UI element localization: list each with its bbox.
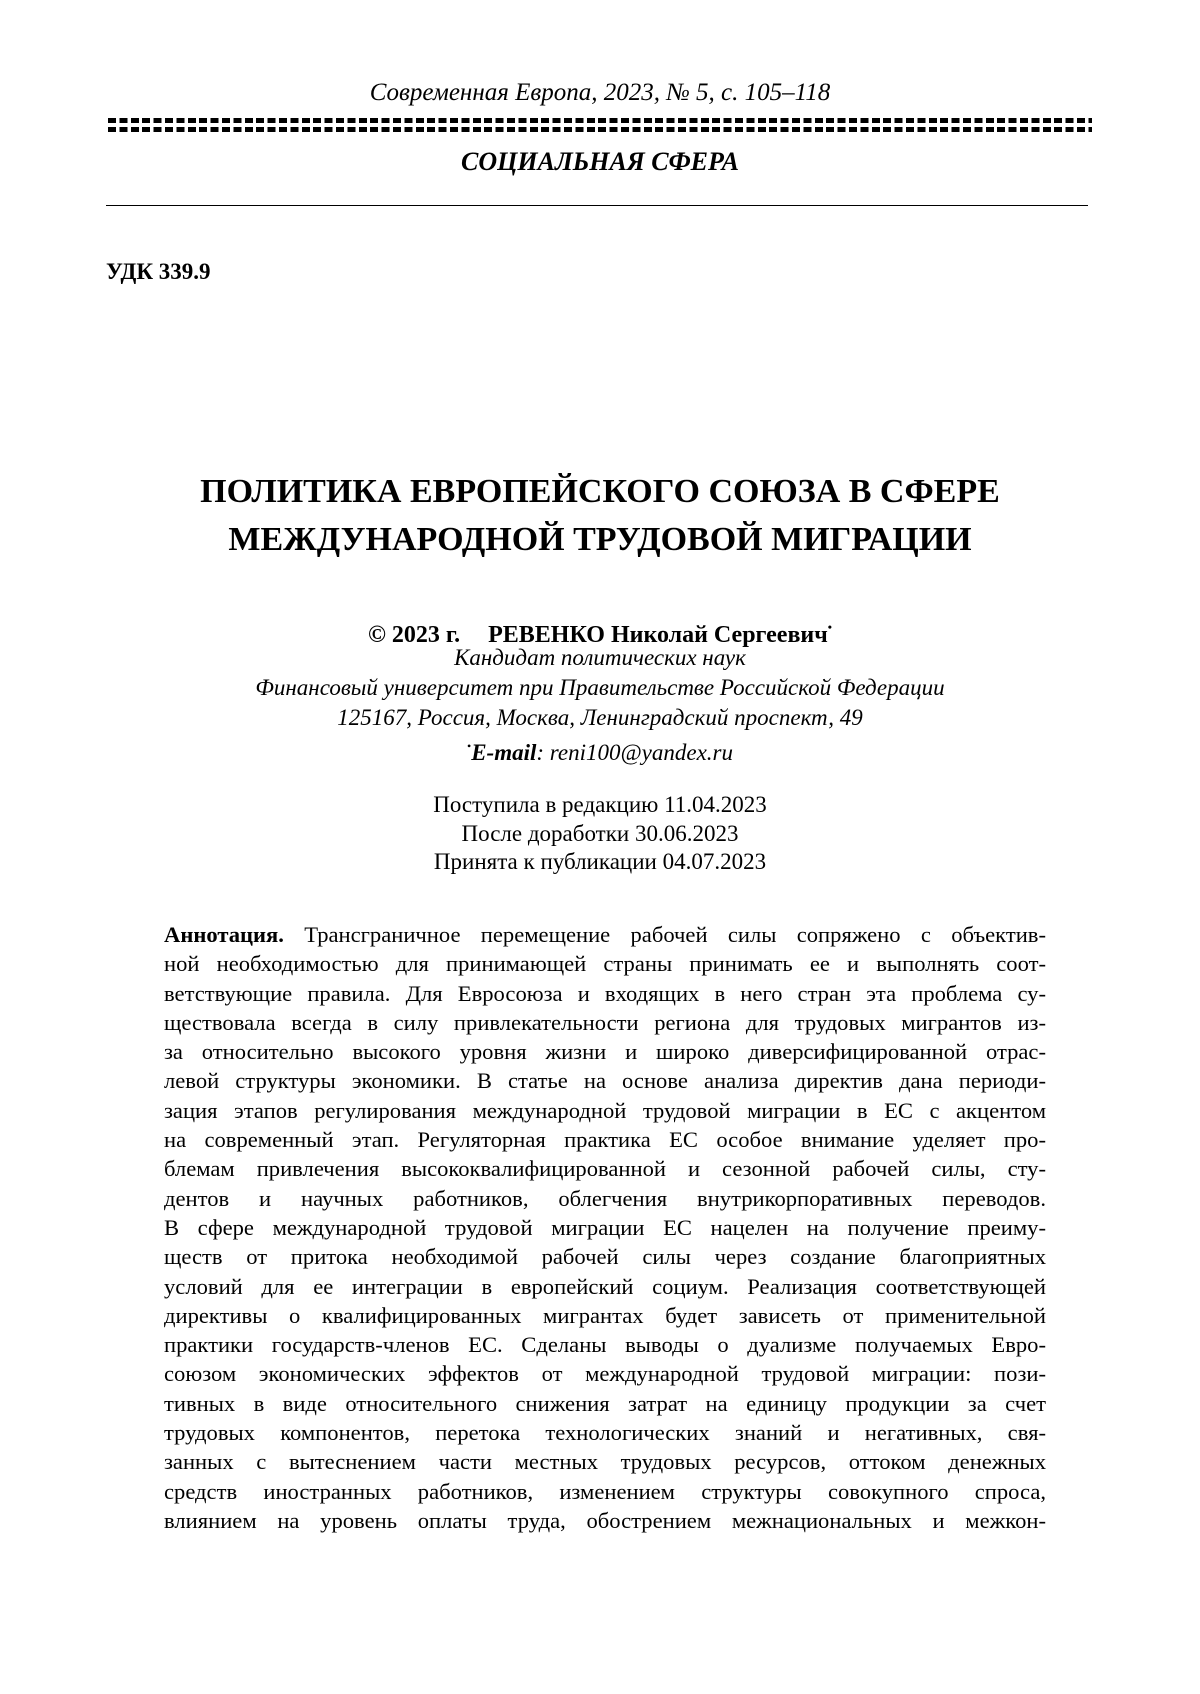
section-rule [106, 205, 1088, 206]
email-footnote-marker: • [467, 739, 472, 753]
abstract-line: на современный этап. Регуляторная практика ЕС особое внимание уделяет про- [164, 1127, 1046, 1153]
date-revised: После доработки 30.06.2023 [461, 820, 739, 846]
date-accepted: Принята к публикации 04.07.2023 [433, 849, 767, 874]
abstract-line: трудовых компонентов, перетока технологических знаний и негативных, свя- [164, 1420, 1046, 1446]
abstract-line: ной необходимостью для принимающей страны принимать ее и выполнять соот- [164, 951, 1046, 977]
abstract-line: блемам привлечения высококвалифицированной и сезонной рабочей силы, сту- [164, 1156, 1046, 1182]
abstract-line: В сфере международной трудовой миграции ЕС нацелен на получение преиму- [164, 1214, 1046, 1240]
author-degree: Кандидат политических наук [454, 645, 746, 670]
section-title: СОЦИАЛЬНАЯ СФЕРА [461, 147, 739, 176]
date-received: Поступила в редакцию 11.04.2023 [433, 792, 767, 817]
publication-dates [0, 791, 1200, 877]
journal-citation: Современная Европа, 2023, № 5, с. 105–118 [369, 79, 831, 106]
author-affiliation [0, 643, 1200, 733]
abstract-line: за относительно высокого уровня жизни и широко диверсифицированной отрас- [164, 1039, 1046, 1065]
abstract-line: тивных в виде относительного снижения затрат на единицу продукции за счет [164, 1390, 1046, 1416]
abstract-line: дентов и научных работников, облегчения внутрикорпоративных переводов. [164, 1185, 1046, 1211]
author-name: РЕВЕНКО Николай Сергеевич [488, 622, 828, 648]
abstract-line: влиянием на уровень оплаты труда, обострением межнациональных и межкон- [164, 1507, 1046, 1533]
abstract-line: зация этапов регулирования международной трудовой миграции в ЕС с акцентом [164, 1097, 1046, 1123]
email-label: E-mail [471, 740, 537, 765]
author-address: 125167, Россия, Москва, Ленинградский проспект, 49 [337, 705, 863, 730]
abstract-label: Аннотация. [164, 922, 284, 947]
abstract-line: левой структуры экономики. В статье на основе анализа директив дана периоди- [164, 1068, 1046, 1094]
abstract-line: ществовала всегда в силу привлекательности региона для трудовых мигрантов из- [164, 1009, 1046, 1035]
abstract-line: директивы о квалифицированных мигрантах будет зависеть от применительной [164, 1302, 1046, 1328]
abstract-line: Аннотация. Трансграничное перемещение рабочей силы сопряжено с объектив- [164, 922, 1046, 947]
abstract [164, 920, 1046, 1535]
copyright-year: © 2023 г. [368, 622, 461, 648]
abstract-line: ществ от притока необходимой рабочей силы через создание благоприятных [164, 1244, 1046, 1270]
article-title-line-1: ПОЛИТИКА ЕВРОПЕЙСКОГО СОЮЗА В СФЕРЕ [200, 473, 1000, 510]
email-address[interactable]: reni100@yandex.ru [549, 740, 733, 765]
author-footnote-marker: • [827, 620, 832, 634]
abstract-line: занных с вытеснением части местных трудовых ресурсов, оттоком денежных [164, 1449, 1046, 1475]
abstract-line: практики государств-членов ЕС. Сделаны выводы о дуализме получаемых Евро- [164, 1332, 1046, 1358]
author-email-line: •E-mail: reni100@yandex.ru [467, 739, 733, 765]
author-organization: Финансовый университет при Правительстве Российской Федерации [255, 675, 945, 700]
abstract-line: условий для ее интеграции в европейский социум. Реализация соответствующей [164, 1273, 1046, 1299]
abstract-line: средств иностранных работников, изменением структуры совокупного спроса, [164, 1478, 1046, 1504]
abstract-line: союзом экономических эффектов от международной трудовой миграции: пози- [164, 1361, 1046, 1387]
header-double-rule [108, 118, 1092, 132]
udk-code: УДК 339.9 [106, 259, 211, 284]
abstract-line: ветствующие правила. Для Евросоюза и входящих в него стран эта проблема су- [164, 980, 1046, 1006]
article-title [0, 468, 1200, 564]
article-title-line-2: МЕЖДУНАРОДНОЙ ТРУДОВОЙ МИГРАЦИИ [228, 521, 972, 558]
